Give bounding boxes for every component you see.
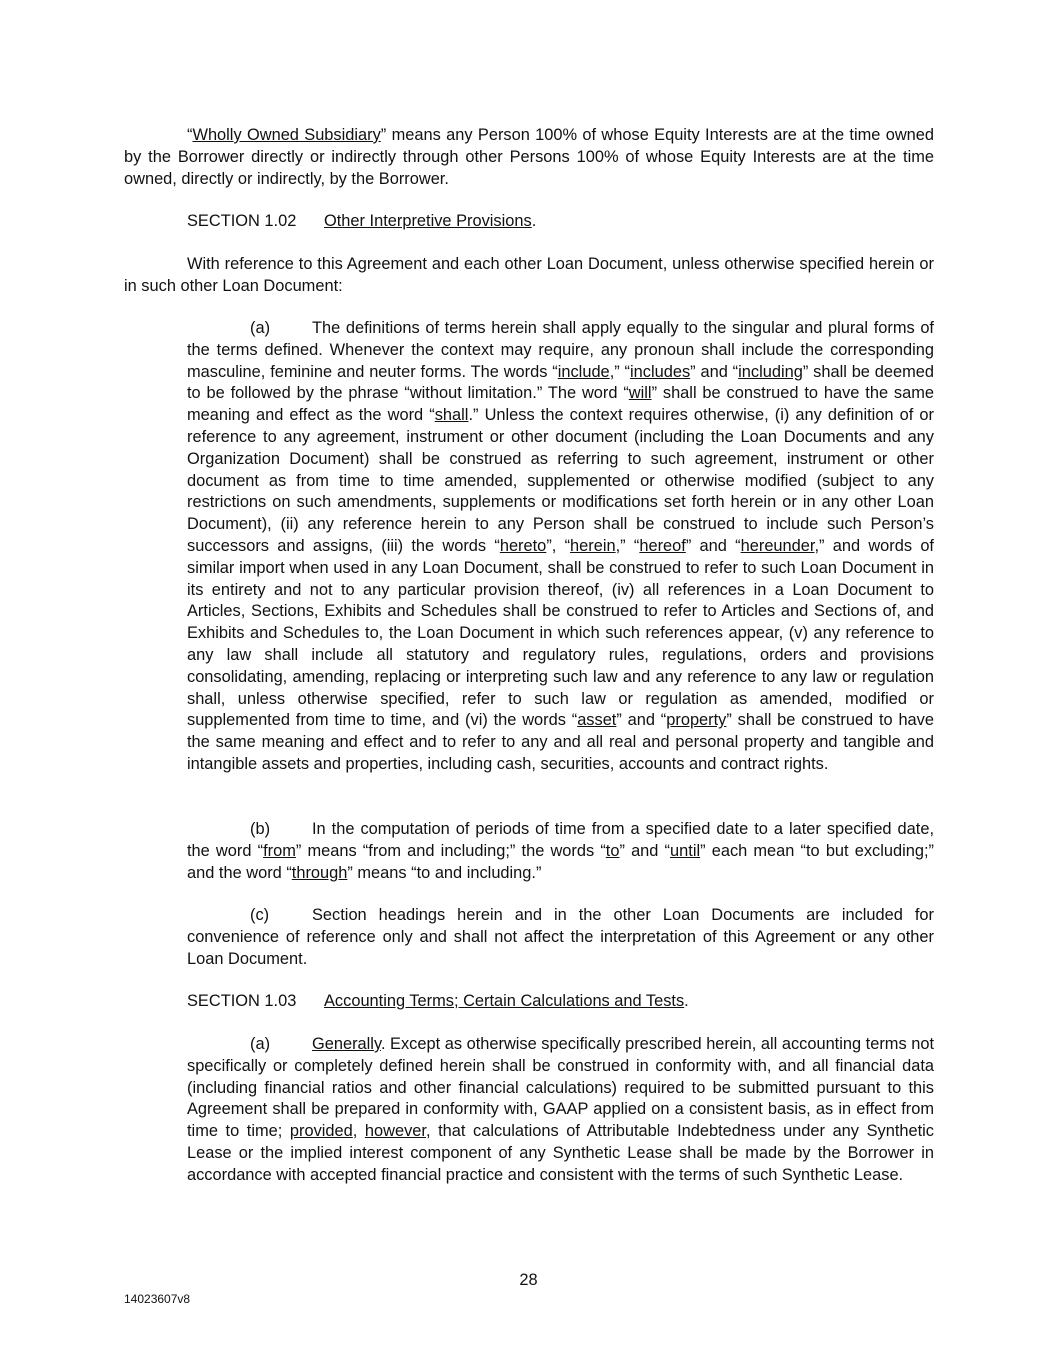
defined-term: Wholly Owned Subsidiary — [192, 126, 381, 144]
defined-word: hereunder — [740, 536, 815, 555]
defined-word: include — [557, 362, 610, 381]
clause-text: , that calculations of Attributable Indebtedness under any Synthetic Lease or the implied interest component of any Synthetic Lease shall be made by the Borrower in accordance with accepted financial practice and consistent with the terms of such Synthetic Lease. — [187, 1122, 934, 1184]
clause-text: ” each mean “to but excluding;” and the word “ — [187, 841, 935, 882]
clause-text: .” Unless the context requires otherwise, (i) any definition of or reference to any agreement, instrument or other document (including the Loan Documents and any Organization Document) shall be construed as referring to such agreement, instrument or other document as from time to time amended, supplemented or otherwise modified (subject to any restrictions on such amendments, supplements or modifications set forth herein or in any other Loan Document), (ii) any reference herein to any Person shall be construed to include such Person’s successors and assigns, (iii) the words “ — [187, 406, 934, 555]
clause-text: ” shall be construed to have the same meaning and effect and to refer to any and all real and personal property and tangible and intangible assets and properties, including cash, securities, accounts and contract rights. — [187, 711, 934, 773]
defined-word: will — [628, 384, 652, 403]
clause-text: ” and “ — [690, 362, 739, 381]
section-title: Other Interpretive Provisions — [324, 212, 532, 230]
clause-marker: (a) — [250, 319, 271, 337]
clause-marker: (c) — [250, 906, 270, 924]
defined-word: herein — [570, 536, 616, 555]
section-title-period: . — [684, 992, 689, 1010]
page-number: 28 — [519, 1271, 538, 1289]
section-heading-1-03 — [187, 991, 689, 1013]
defined-word: hereof — [639, 536, 686, 555]
clause-text: ” means “from and including;” the words “ — [295, 841, 606, 860]
clause-text: ,” “ — [615, 536, 640, 555]
section-number: SECTION 1.03 — [187, 992, 297, 1010]
defined-word: through — [291, 863, 348, 882]
intro-paragraph: With reference to this Agreement and each other Loan Document, unless otherwise specified herein or in such other Loan Document: — [124, 255, 934, 295]
defined-word: until — [670, 841, 701, 860]
clause-a — [187, 318, 934, 776]
section-heading-1-02 — [187, 211, 536, 233]
section-number: SECTION 1.02 — [187, 212, 297, 230]
clause-c — [187, 905, 934, 970]
defined-word: includes — [630, 362, 691, 381]
clause-text: ” shall be deemed to be followed by the phrase “without limitation.” The word “ — [187, 362, 935, 403]
clause-marker: (b) — [250, 820, 271, 838]
clause-text: ” and “ — [685, 536, 741, 555]
clause-text: ” and “ — [619, 841, 671, 860]
clause-b — [187, 819, 934, 884]
defined-word: property — [666, 711, 727, 730]
definition-wholly-owned-subsidiary — [124, 125, 934, 190]
clause-1-03-a — [187, 1034, 934, 1187]
clause-text: ” means “to and including.” — [347, 863, 542, 882]
defined-word: asset — [577, 711, 617, 730]
document-id: 14023607v8 — [124, 1292, 191, 1306]
defined-word: however — [364, 1122, 426, 1141]
defined-word: from — [263, 841, 296, 860]
clause-text: , — [352, 1122, 365, 1141]
clause-heading: Generally — [312, 1035, 381, 1053]
defined-word: to — [605, 841, 620, 860]
clause-text: ,” and words of similar import when used in any Loan Document, shall be construed to refer to such Loan Document in its entirety and not to any particular provision thereof, (iv) all references in a Loan Document to Articles, Sections, Exhibits and Schedules shall be construed to refer to Articles and Sections of, and Exhibits and Schedules to, the Loan Document in which such references appear, (v) any reference to any law shall include all statutory and regulatory rules, regulations, orders and provisions consolidating, amending, replacing or interpreting such law and any reference to any law or regulation shall, unless otherwise specified, refer to such law or regulation as amended, modified or supplemented from time to time, and (vi) the words “ — [187, 536, 934, 730]
section-title-period: . — [531, 212, 537, 230]
quote-mark: “ — [187, 126, 193, 144]
clause-text: Section headings herein and in the other Loan Documents are included for convenience of reference only and shall not affect the interpretation of this Agreement or any other Loan Document. — [187, 906, 934, 968]
defined-word: provided — [289, 1122, 353, 1141]
clause-text: . Except as otherwise specifically prescribed herein, all accounting terms not specifically or completely defined herein shall be construed in conformity with, and all financial data (including financial ratios and other financial calculations) required to be submitted pursuant to this Agreement shall be prepared in conformity with, GAAP applied on a consistent basis, as in effect from time to time; — [187, 1035, 934, 1141]
defined-word: hereto — [499, 536, 547, 555]
clause-text: ”, “ — [546, 536, 571, 555]
clause-text: ” and “ — [616, 711, 667, 730]
clause-text: ” shall be construed to have the same meaning and effect as the word “ — [187, 384, 934, 425]
section-title: Accounting Terms; Certain Calculations and Tests — [324, 992, 685, 1010]
defined-word: including — [738, 362, 803, 381]
definition-text: ” means any Person 100% of whose Equity Interests are at the time owned by the Borrower directly or indirectly through other Persons 100% of whose Equity Interests are at the time owned, directly or indirectly, by the Borrower. — [124, 126, 934, 188]
defined-word: shall — [434, 406, 469, 425]
clause-text: In the computation of periods of time from a specified date to a later specified date, the word “ — [187, 820, 934, 860]
clause-text: The definitions of terms herein shall apply equally to the singular and plural forms of the terms defined. Whenever the context may require, any pronoun shall include the corresponding masculine, feminine and neuter forms. The words “ — [187, 319, 934, 381]
clause-marker: (a) — [250, 1035, 271, 1053]
clause-text: ,” “ — [609, 362, 631, 381]
